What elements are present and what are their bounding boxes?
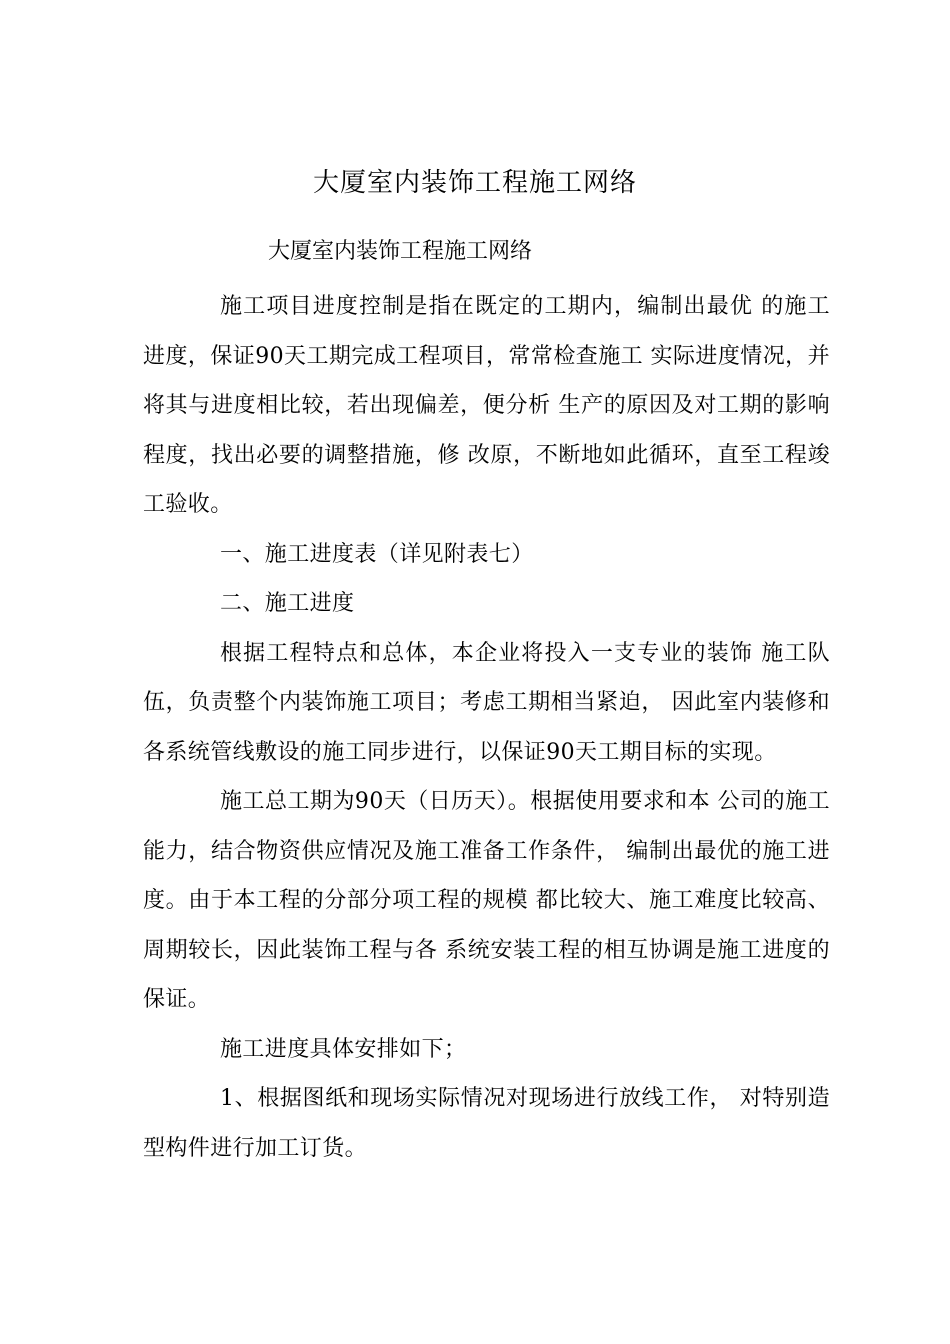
paragraph-arrangement-intro: 施工进度具体安排如下； [220,1036,467,1062]
paragraph-project-features: 根据工程特点和总体，本企业将投入一支专业的装饰 施工队伍，负责整个内装饰施工项目；考虑工期相当紧迫， 因此室内装修和各系统管线敷设的施工同步进行，以保证90天工期目标的实现。 [143,640,830,765]
paragraph-step-1: 1、根据图纸和现场实际情况对现场进行放线工作， 对特别造型构件进行加工订货。 [143,1086,830,1161]
document-title: 大厦室内装饰工程施工网络 [312,168,637,198]
paragraph-schedule-heading: 二、施工进度 [220,591,355,616]
paragraph-progress-control: 施工项目进度控制是指在既定的工期内，编制出最优 的施工进度，保证90天工期完成工程项目，常常检查施工 实际进度情况，并将其与进度相比较，若出现偏差，便分析 生产的原因及对工期的影响程度，找出必要的调整措施，修 改原，不断地如此循环，直至工程竣工验收。 [143,294,830,517]
document-body [143,282,830,1173]
paragraph-total-duration: 施工总工期为90天（日历天）。根据使用要求和本 公司的施工能力，结合物资供应情况及施工准备工作条件， 编制出最优的施工进度。由于本工程的分部分项工程的规模 都比较大、施工难度比较高、周期较长，因此装饰工程与各 系统安装工程的相互协调是施工进度的保证。 [143,789,830,1012]
paragraph-schedule-table: 一、施工进度表（详见附表七） [220,541,534,567]
document-subtitle: 大厦室内装饰工程施工网络 [268,239,533,264]
